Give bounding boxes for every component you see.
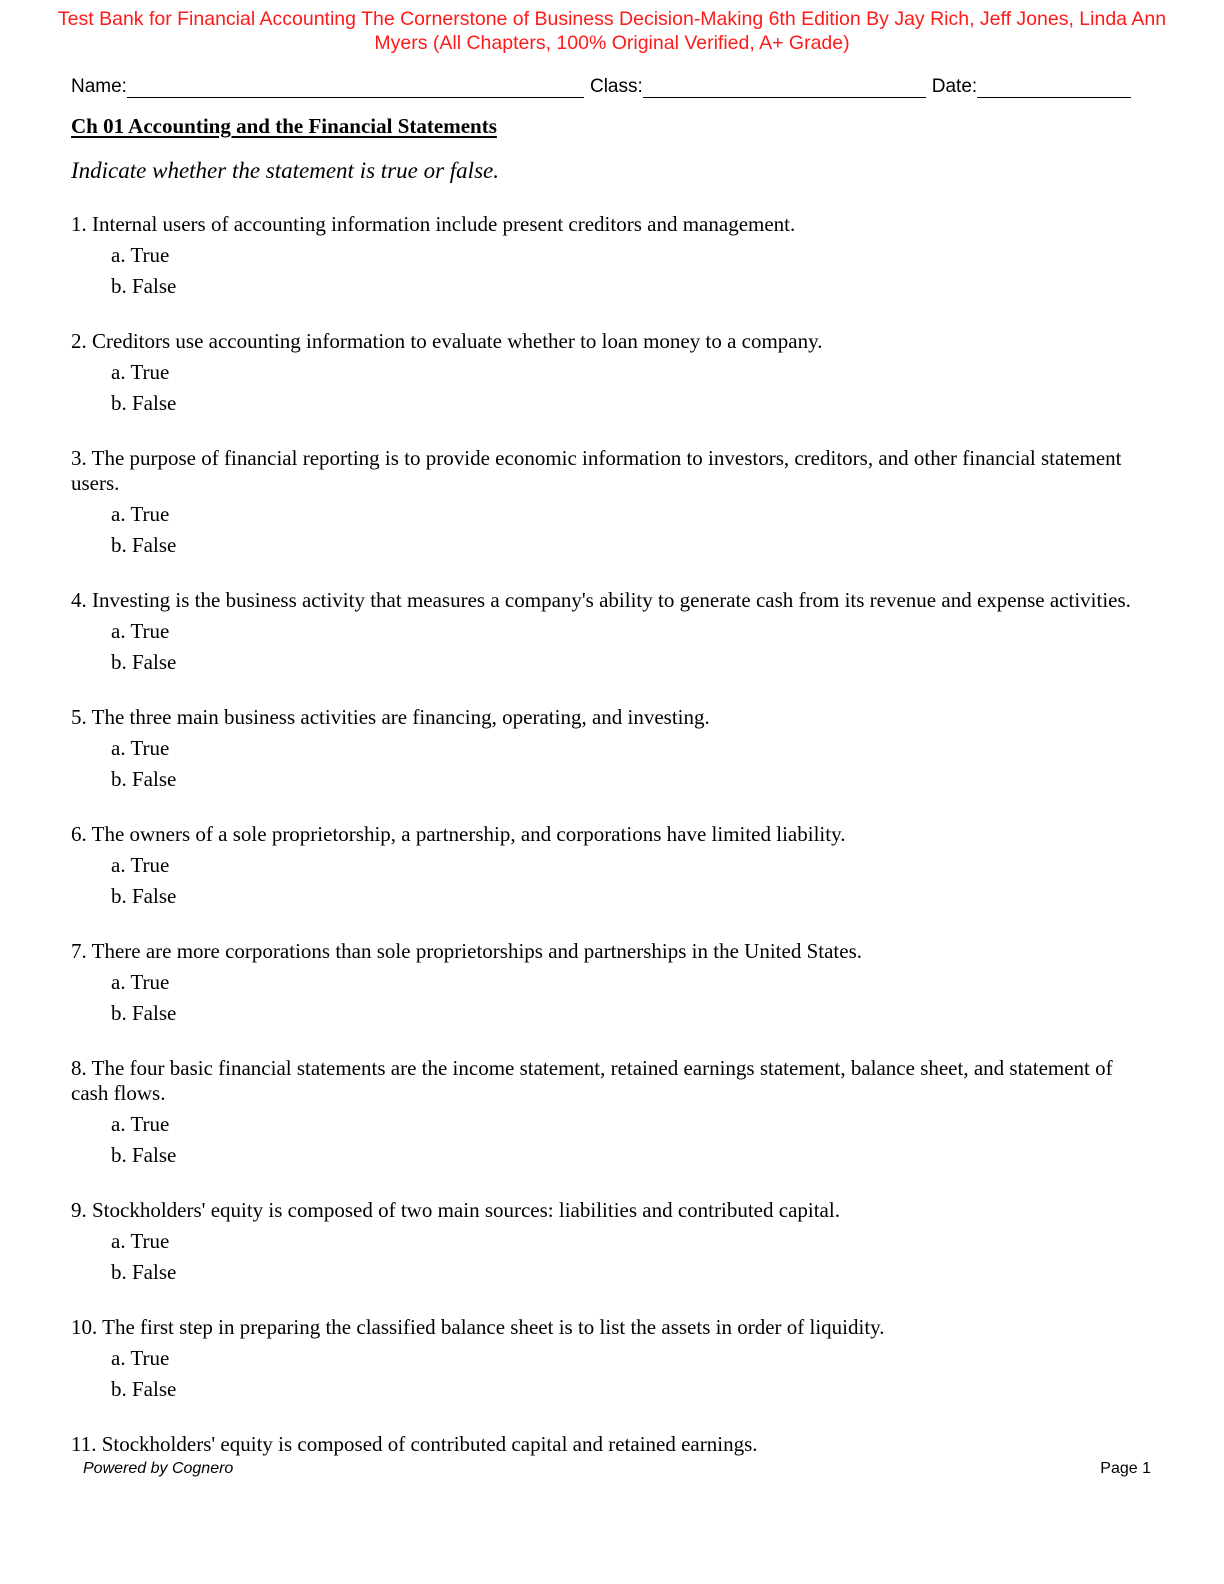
choice-true: a. True (111, 1229, 170, 1253)
banner-line-1: Test Bank for Financial Accounting The Cornerstone of Business Decision-Making 6th Edition By Jay Rich, Jeff Jones, Linda Ann (57, 8, 1167, 30)
choice-false: b. False (111, 391, 177, 415)
choice-false: b. False (111, 1377, 177, 1401)
question-text: 11. Stockholders' equity is composed of contributed capital and retained earnings. (71, 1432, 758, 1456)
choice-false: b. False (111, 1143, 177, 1167)
chapter-title: Ch 01 Accounting and the Financial Statements (71, 114, 497, 138)
powered-by-footer: Powered by Cognero (83, 1460, 234, 1477)
question-item (71, 1315, 1146, 1402)
question-text: 9. Stockholders' equity is composed of two main sources: liabilities and contributed capital. (71, 1198, 840, 1222)
choice-true: a. True (111, 970, 170, 994)
name-blank-line (127, 77, 584, 98)
instructions: Indicate whether the statement is true or false. (71, 158, 499, 183)
class-label: Class: (589, 76, 643, 97)
name-label: Name: (71, 76, 127, 97)
choice-false: b. False (111, 533, 177, 557)
choice-false: b. False (111, 274, 177, 298)
document-banner (30, 7, 1194, 55)
question-item (71, 705, 1146, 792)
question-item (71, 446, 1146, 558)
question-item (71, 939, 1146, 1026)
choice-true: a. True (111, 853, 170, 877)
choice-false: b. False (111, 650, 177, 674)
date-blank-line (977, 77, 1131, 98)
question-item (71, 1056, 1146, 1168)
question-list (71, 212, 1146, 1487)
question-text: 4. Investing is the business activity that measures a company's ability to generate cash from its revenue and expense activities. (71, 588, 1131, 612)
question-item (71, 212, 1146, 299)
class-blank-line (643, 77, 926, 98)
choice-true: a. True (111, 1346, 170, 1370)
question-text: 5. The three main business activities are financing, operating, and investing. (71, 705, 710, 729)
choice-false: b. False (111, 884, 177, 908)
question-item (71, 329, 1146, 416)
question-text: 1. Internal users of accounting information include present creditors and management. (71, 212, 796, 236)
choice-false: b. False (111, 1001, 177, 1025)
date-label: Date: (931, 76, 978, 97)
question-text: 8. The four basic financial statements are the income statement, retained earnings statement, balance sheet, and statement of cash flows. (71, 1056, 1113, 1105)
student-info-row (71, 72, 1143, 98)
question-item (71, 822, 1146, 909)
choice-false: b. False (111, 767, 177, 791)
question-text: 7. There are more corporations than sole proprietorships and partnerships in the United States. (71, 939, 862, 963)
choice-true: a. True (111, 502, 170, 526)
choice-true: a. True (111, 736, 170, 760)
page-number: Page 1 (1100, 1460, 1151, 1477)
question-text: 3. The purpose of financial reporting is to provide economic information to investors, creditors, and other financial statement users. (71, 446, 1122, 495)
question-text: 10. The first step in preparing the classified balance sheet is to list the assets in order of liquidity. (71, 1315, 885, 1339)
choice-true: a. True (111, 619, 170, 643)
question-text: 2. Creditors use accounting information to evaluate whether to loan money to a company. (71, 329, 823, 353)
question-item (71, 588, 1146, 675)
banner-line-2: Myers (All Chapters, 100% Original Verified, A+ Grade) (374, 32, 850, 54)
question-item (71, 1198, 1146, 1285)
choice-true: a. True (111, 1112, 170, 1136)
choice-true: a. True (111, 360, 170, 384)
choice-false: b. False (111, 1260, 177, 1284)
question-item (71, 1432, 1146, 1457)
choice-true: a. True (111, 243, 170, 267)
question-text: 6. The owners of a sole proprietorship, a partnership, and corporations have limited liability. (71, 822, 846, 846)
